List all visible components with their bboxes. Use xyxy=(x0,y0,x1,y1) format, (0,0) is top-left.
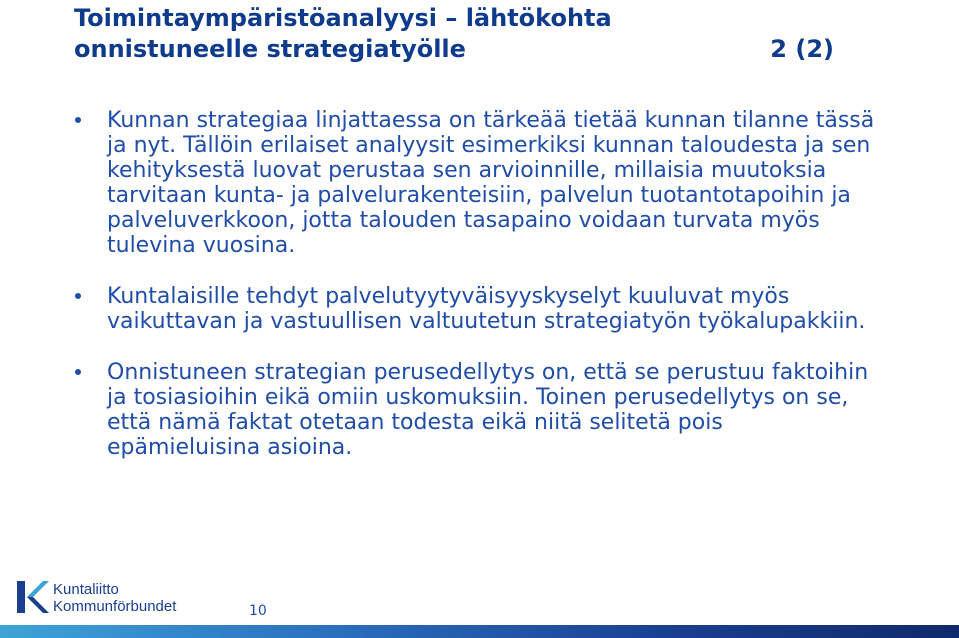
slide-title-line-1: Toimintaympäristöanalyysi – lähtökohta xyxy=(74,4,612,32)
bullet-icon xyxy=(75,293,81,299)
logo-text-line-1: Kuntaliitto xyxy=(53,581,119,598)
list-item xyxy=(72,108,882,258)
slide-title-line-2: onnistuneelle strategiatyölle xyxy=(74,35,466,63)
bullet-text: Onnistuneen strategian perusedellytys on, että se perustuu faktoihin ja tosiasioihin eikä omiin uskomuksiin. Toinen perusedellytys on se, että nämä faktat otetaan todesta eikä niitä selitetä pois epämieluisina asioina. xyxy=(107,360,869,460)
list-item xyxy=(72,360,882,460)
page-indicator: 2 (2) xyxy=(770,35,834,63)
bullet-icon xyxy=(75,117,81,123)
slide-title xyxy=(74,3,834,65)
bullet-text: Kuntalaisille tehdyt palvelutyytyväisyyskyselyt kuuluvat myös vaikuttavan ja vastuullisen valtuutetun strategiatyön työkalupakkiin. xyxy=(107,284,866,334)
kuntaliitto-logo xyxy=(15,577,185,619)
bullet-text: Kunnan strategiaa linjattaessa on tärkeää tietää kunnan tilanne tässä ja nyt. Tällöin erilaiset analyysit esimerkiksi kunnan taloudesta ja sen kehityksestä luovat perustaa sen arvioinnille, millaisia muutoksia tarvitaan kunta- ja palvelurakenteisiin, palvelun tuotantotapoihin ja palveluverkkoon, jotta talouden tasapaino voidaan turvata myös tulevina vuosina. xyxy=(107,108,875,258)
bullet-list xyxy=(72,108,882,486)
slide-number: 10 xyxy=(249,603,267,619)
list-item xyxy=(72,284,882,334)
footer-bar xyxy=(0,625,959,638)
kuntaliitto-logo-icon xyxy=(15,577,49,617)
bullet-icon xyxy=(75,369,81,375)
logo-text xyxy=(53,581,176,615)
logo-text-line-2: Kommunförbundet xyxy=(53,598,177,615)
